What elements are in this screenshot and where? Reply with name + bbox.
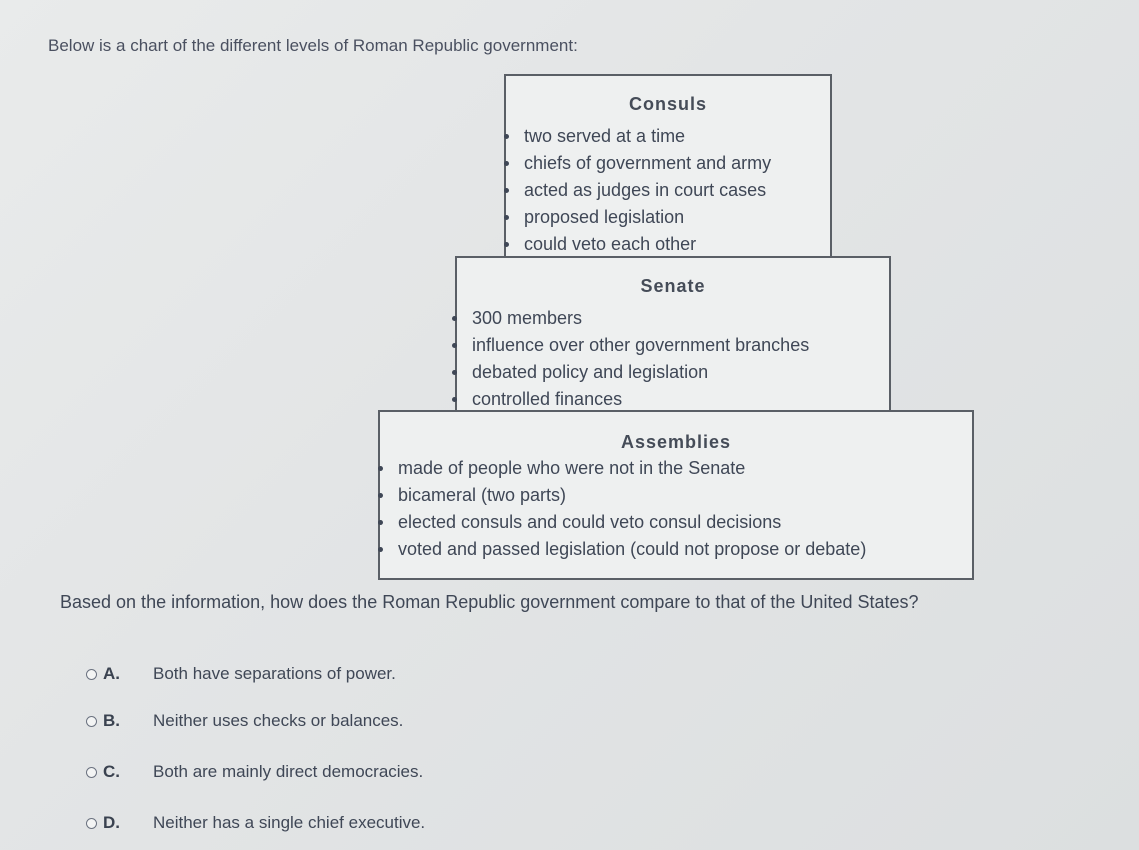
choice-b[interactable] [86,711,403,731]
assemblies-list [380,455,972,563]
consuls-list [506,123,830,258]
choice-letter: B. [103,711,120,730]
list-item: proposed legislation [524,204,830,231]
list-item: two served at a time [524,123,830,150]
question-text: Based on the information, how does the Roman Republic government compare to that of the United States? [60,592,919,612]
assemblies-title: Assemblies [620,432,732,452]
list-item: made of people who were not in the Senate [398,455,972,482]
choice-text: Both are mainly direct democracies. [153,762,424,781]
list-item: debated policy and legislation [472,359,889,386]
consuls-box [504,74,832,260]
list-item: bicameral (two parts) [398,482,972,509]
radio-button[interactable] [86,767,97,778]
choice-letter: D. [103,813,120,832]
list-item: voted and passed legislation (could not propose or debate) [398,536,972,563]
radio-button[interactable] [86,716,97,727]
choice-c[interactable] [86,762,423,782]
choice-d[interactable] [86,813,425,833]
list-item: 300 members [472,305,889,332]
senate-list [457,305,889,413]
assemblies-box [378,410,974,580]
list-item: chiefs of government and army [524,150,830,177]
senate-box [455,256,891,422]
consuls-title: Consuls [628,94,707,114]
choice-letter: A. [103,664,120,683]
list-item: elected consuls and could veto consul decisions [398,509,972,536]
list-item: could veto each other [524,231,830,258]
choice-text: Both have separations of power. [153,664,396,683]
intro-text: Below is a chart of the different levels of Roman Republic government: [48,36,578,55]
senate-title: Senate [640,276,706,296]
list-item: controlled finances [472,386,889,413]
choice-a[interactable] [86,664,396,684]
list-item: acted as judges in court cases [524,177,830,204]
radio-button[interactable] [86,669,97,680]
list-item: influence over other government branches [472,332,889,359]
choice-text: Neither uses checks or balances. [153,711,404,730]
choice-letter: C. [103,762,120,781]
radio-button[interactable] [86,818,97,829]
choice-text: Neither has a single chief executive. [153,813,426,832]
